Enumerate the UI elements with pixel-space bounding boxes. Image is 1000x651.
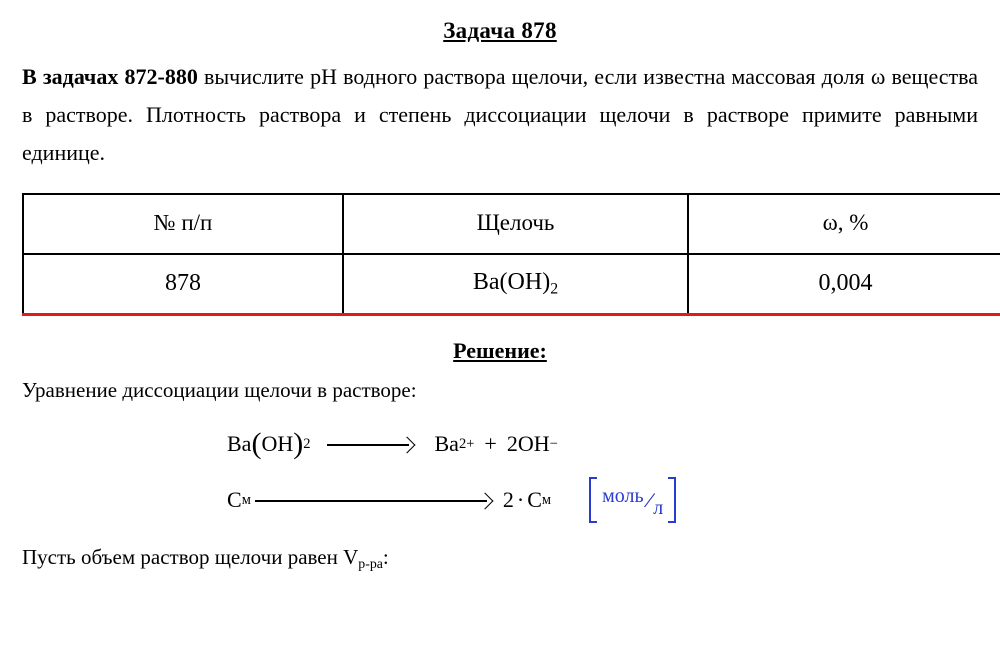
formula-line-concentration: [227, 471, 978, 529]
cell-base: [343, 254, 688, 315]
substance-table: [22, 193, 1000, 316]
conc-left-symbol: C: [227, 487, 242, 513]
table-header-row: [23, 194, 1000, 254]
header-cell-base: Щелочь: [343, 194, 688, 254]
cell-base-subscript: 2: [550, 280, 559, 298]
formula-paren-close: ): [293, 427, 304, 461]
bottom-sentence-suffix: :: [382, 545, 389, 570]
conc-right-subscript: м: [541, 491, 552, 508]
reaction-arrow-icon: [327, 436, 419, 452]
conc-left-subscript: м: [241, 491, 251, 508]
formula-right-anion-charge: −: [549, 435, 558, 452]
solution-heading: Решение:: [453, 338, 547, 364]
formula-paren-open: (: [251, 427, 262, 461]
formula-right-anion: 2OH: [506, 431, 550, 457]
intro-paragraph: [22, 58, 978, 171]
equation-lead-text: Уравнение диссоциации щелочи в растворе:: [22, 378, 417, 403]
cell-no: 878: [23, 254, 343, 315]
conc-right-coefficient: 2: [502, 487, 514, 513]
formula-left-subscript: 2: [303, 435, 311, 452]
formula-left-element: Ba: [227, 431, 252, 457]
concentration-arrow-icon: [255, 492, 497, 508]
table-row: [23, 254, 1000, 315]
units-fraction: [600, 485, 665, 520]
intro-bold-range: В задачах 872-880: [22, 64, 198, 89]
bottom-sentence-prefix: Пусть объем раствор щелочи равен V: [22, 545, 359, 570]
conc-right-symbol: C: [527, 487, 542, 513]
conc-multiplication-dot: ·: [516, 487, 525, 513]
page-title: Задача 878: [443, 18, 557, 43]
units-denominator: л: [653, 497, 664, 520]
formula-left-group: OH: [261, 431, 294, 457]
intro-rest-text: вычислите pH водного раствора щелочи, если известна массовая доля ω вещества в растворе. Плотность раствора и степень диссоциации щелочи в растворе примите равными единице.: [22, 64, 978, 165]
formula-right-cation-charge: 2+: [458, 435, 475, 452]
bottom-sentence: [22, 545, 978, 572]
cell-base-formula: Ba(OH): [472, 268, 551, 295]
cell-omega: 0,004: [688, 254, 1000, 315]
header-cell-omega: ω, %: [688, 194, 1000, 254]
formula-right-cation: Ba: [434, 431, 459, 457]
header-cell-no: № п/п: [23, 194, 343, 254]
units-slash-icon: /: [641, 488, 657, 515]
formula-block: [22, 417, 978, 529]
formula-line-dissociation: [227, 417, 978, 471]
bottom-sentence-subscript: р-ра: [358, 556, 383, 572]
units-numerator: моль: [602, 485, 644, 508]
formula-plus-sign: +: [484, 431, 497, 457]
units-bracket-group: [589, 477, 676, 523]
